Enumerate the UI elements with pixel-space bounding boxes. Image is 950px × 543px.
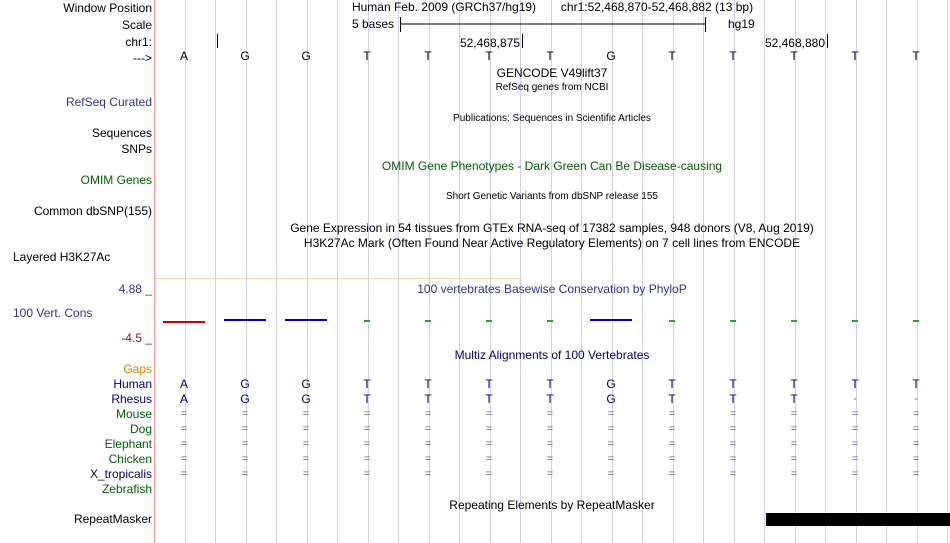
alignment-base: = [729,468,737,480]
cons-max-label: 4.88 _ [118,282,152,296]
alignment-base: = [790,438,798,450]
alignment-base: A [179,392,188,406]
species-label-rhesus[interactable]: Rhesus [111,392,152,406]
alignment-base: = [241,423,249,435]
alignment-base: = [790,468,798,480]
alignment-base: = [790,423,798,435]
alignment-base: T [546,377,554,391]
alignment-base: T [790,392,798,406]
alignment-base: = [668,453,676,465]
alignment-base: = [607,438,615,450]
conservation-score-mark[interactable] [425,320,431,322]
alignment-base: = [729,453,737,465]
conservation-score-mark[interactable] [730,320,736,322]
track-label-repeatmasker[interactable]: RepeatMasker [73,512,152,526]
cons-min-label: -4.5 _ [121,331,152,345]
base-letter: G [301,49,311,63]
base-letter: G [606,49,616,63]
alignment-base: T [363,377,371,391]
alignment-base: = [302,468,310,480]
alignment-base: = [729,423,737,435]
alignment-base: = [912,408,920,420]
alignment-base: = [607,423,615,435]
alignment-base: = [485,468,493,480]
scale-db-label: hg19 [728,17,755,31]
h3k27ac-signal-line [155,278,522,279]
conservation-score-mark[interactable] [547,320,553,322]
publications-track-title[interactable]: Publications: Sequences in Scientific Articles [453,113,651,124]
omim-track-title[interactable]: OMIM Gene Phenotypes - Dark Green Can Be Disease-causing [381,159,723,173]
base-letter: T [912,49,920,63]
alignment-base: = [302,438,310,450]
alignment-base: A [179,377,188,391]
coordinate-tick-label: 52,468,875 [459,36,520,50]
species-label-human[interactable]: Human [113,377,152,391]
species-label-x-tropicalis[interactable]: X_tropicalis [89,467,152,481]
chrom-label: chr1: [125,35,152,49]
alignment-base: = [668,438,676,450]
alignment-base: = [729,438,737,450]
alignment-base: G [240,392,250,406]
alignment-base: = [851,453,859,465]
track-image[interactable] [155,0,950,543]
conservation-score-mark[interactable] [590,319,632,321]
alignment-base: = [668,408,676,420]
alignment-base: = [607,408,615,420]
alignment-base: T [485,392,493,406]
base-gridline [337,0,338,543]
species-label-zebrafish[interactable]: Zebrafish [101,482,152,496]
alignment-base: = [668,468,676,480]
conservation-score-mark[interactable] [791,320,797,322]
alignment-base: = [302,453,310,465]
alignment-base: = [668,423,676,435]
species-label-elephant[interactable]: Elephant [104,437,152,451]
alignment-base: = [912,438,920,450]
alignment-base: = [729,408,737,420]
alignment-base: = [302,423,310,435]
alignment-base: T [424,392,432,406]
alignment-base: = [241,453,249,465]
alignment-base: = [424,438,432,450]
conservation-score-mark[interactable] [852,320,858,322]
position-title: chr1:52,468,870-52,468,882 (13 bp) [560,0,754,14]
base-gridline [276,0,277,543]
alignment-base: = [363,423,371,435]
conservation-score-mark[interactable] [224,319,266,321]
track-label-sequences[interactable]: Sequences [91,126,152,140]
alignment-base: = [851,438,859,450]
alignment-base: = [424,453,432,465]
alignment-base: = [485,438,493,450]
coordinate-tick-label: 52,468,880 [764,36,825,50]
base-letter: T [668,49,676,63]
base-gridline [825,0,826,543]
alignment-base: = [363,408,371,420]
alignment-base: = [241,438,249,450]
conservation-score-mark[interactable] [913,320,919,322]
alignment-base: = [180,453,188,465]
base-gridline [459,0,460,543]
alignment-base: = [790,453,798,465]
track-label-omim[interactable]: OMIM Genes [80,173,152,187]
base-gridline [947,0,948,543]
alignment-base: = [241,468,249,480]
alignment-base: = [851,468,859,480]
scale-bar-label: 5 bases [351,17,395,31]
alignment-base: T [668,392,676,406]
alignment-base: = [180,438,188,450]
alignment-base: = [607,468,615,480]
alignment-base: T [790,377,798,391]
conservation-score-mark[interactable] [486,320,492,322]
alignment-base: G [301,377,311,391]
alignment-base: T [546,392,554,406]
alignment-base: G [240,377,250,391]
alignment-base: = [546,408,554,420]
track-label-gaps[interactable]: Gaps [123,362,152,376]
base-letter: T [485,49,493,63]
base-gridline [703,0,704,543]
multiz-track-title[interactable]: Multiz Alignments of 100 Vertebrates [454,348,650,362]
alignment-base: T [912,377,920,391]
alignment-base: = [912,423,920,435]
base-gridline [398,0,399,543]
alignment-base: = [851,408,859,420]
base-gridline [764,0,765,543]
alignment-base: = [485,423,493,435]
alignment-base: = [180,468,188,480]
alignment-base: - [853,393,857,405]
conservation-score-mark[interactable] [285,319,327,321]
alignment-base: = [912,468,920,480]
alignment-base: = [302,408,310,420]
alignment-base: = [546,453,554,465]
alignment-base: T [424,377,432,391]
alignment-base: T [363,392,371,406]
conservation-score-mark[interactable] [364,320,370,322]
gencode-track-title[interactable]: GENCODE V49lift37 [496,66,608,80]
repeatmasker-track-title[interactable]: Repeating Elements by RepeatMasker [449,498,655,512]
alignment-base: = [241,408,249,420]
phylop-track-title[interactable]: 100 vertebrates Basewise Conservation by PhyloP [417,282,687,296]
track-label-column [0,0,154,543]
refseq-track-title[interactable]: RefSeq genes from NCBI [495,82,609,93]
alignment-base: - [914,393,918,405]
gtex-track-title[interactable]: Gene Expression in 54 tissues from GTEx RNA-seq of 17382 samples, 948 donors (V8, Aug 2019) [290,221,814,235]
alignment-base: = [424,408,432,420]
species-label-chicken[interactable]: Chicken [108,452,152,466]
alignment-base: T [851,377,859,391]
base-letter: T [424,49,432,63]
repeatmasker-element[interactable] [766,513,950,526]
base-letter: T [546,49,554,63]
alignment-base: = [546,438,554,450]
strand-label: ---> [133,51,152,65]
alignment-base: T [729,392,737,406]
base-letter: T [790,49,798,63]
alignment-base: = [180,408,188,420]
alignment-base: = [363,468,371,480]
base-letter: A [179,49,188,63]
dbsnp-track-title[interactable]: Short Genetic Variants from dbSNP release 155 [446,191,658,202]
base-letter: G [240,49,250,63]
conservation-score-mark[interactable] [669,320,675,322]
scale-label: Scale [121,18,152,32]
alignment-base: = [607,453,615,465]
alignment-base: = [546,423,554,435]
alignment-base: G [606,392,616,406]
alignment-base: = [851,423,859,435]
alignment-base: = [424,468,432,480]
track-label-dbsnp[interactable]: Common dbSNP(155) [33,204,152,218]
assembly-title: Human Feb. 2009 (GRCh37/hg19) [351,0,537,14]
base-letter: T [729,49,737,63]
alignment-base: G [301,392,311,406]
conservation-score-mark[interactable] [163,321,205,323]
alignment-base: G [606,377,616,391]
track-label-h3k27ac[interactable]: Layered H3K27Ac [13,250,111,264]
track-label-conservation[interactable]: 100 Vert. Cons [13,306,93,320]
alignment-base: T [729,377,737,391]
species-label-mouse[interactable]: Mouse [115,407,152,421]
base-letter: T [851,49,859,63]
base-gridline [886,0,887,543]
alignment-base: = [180,423,188,435]
alignment-base: = [485,408,493,420]
alignment-base: = [485,453,493,465]
species-label-dog[interactable]: Dog [129,422,152,436]
window-position-label: Window Position [63,1,152,15]
alignment-base: T [668,377,676,391]
base-gridline [642,0,643,543]
alignment-base: = [912,453,920,465]
alignment-base: = [790,408,798,420]
h3k27ac-track-title[interactable]: H3K27Ac Mark (Often Found Near Active Regulatory Elements) on 7 cell lines from ENCODE [303,236,801,250]
track-label-refseq[interactable]: RefSeq Curated [65,95,152,109]
alignment-base: = [363,453,371,465]
alignment-base: = [424,423,432,435]
alignment-base: = [363,438,371,450]
base-letter: T [363,49,371,63]
track-label-snps[interactable]: SNPs [121,142,152,156]
base-gridline [215,0,216,543]
alignment-base: T [485,377,493,391]
alignment-base: = [546,468,554,480]
